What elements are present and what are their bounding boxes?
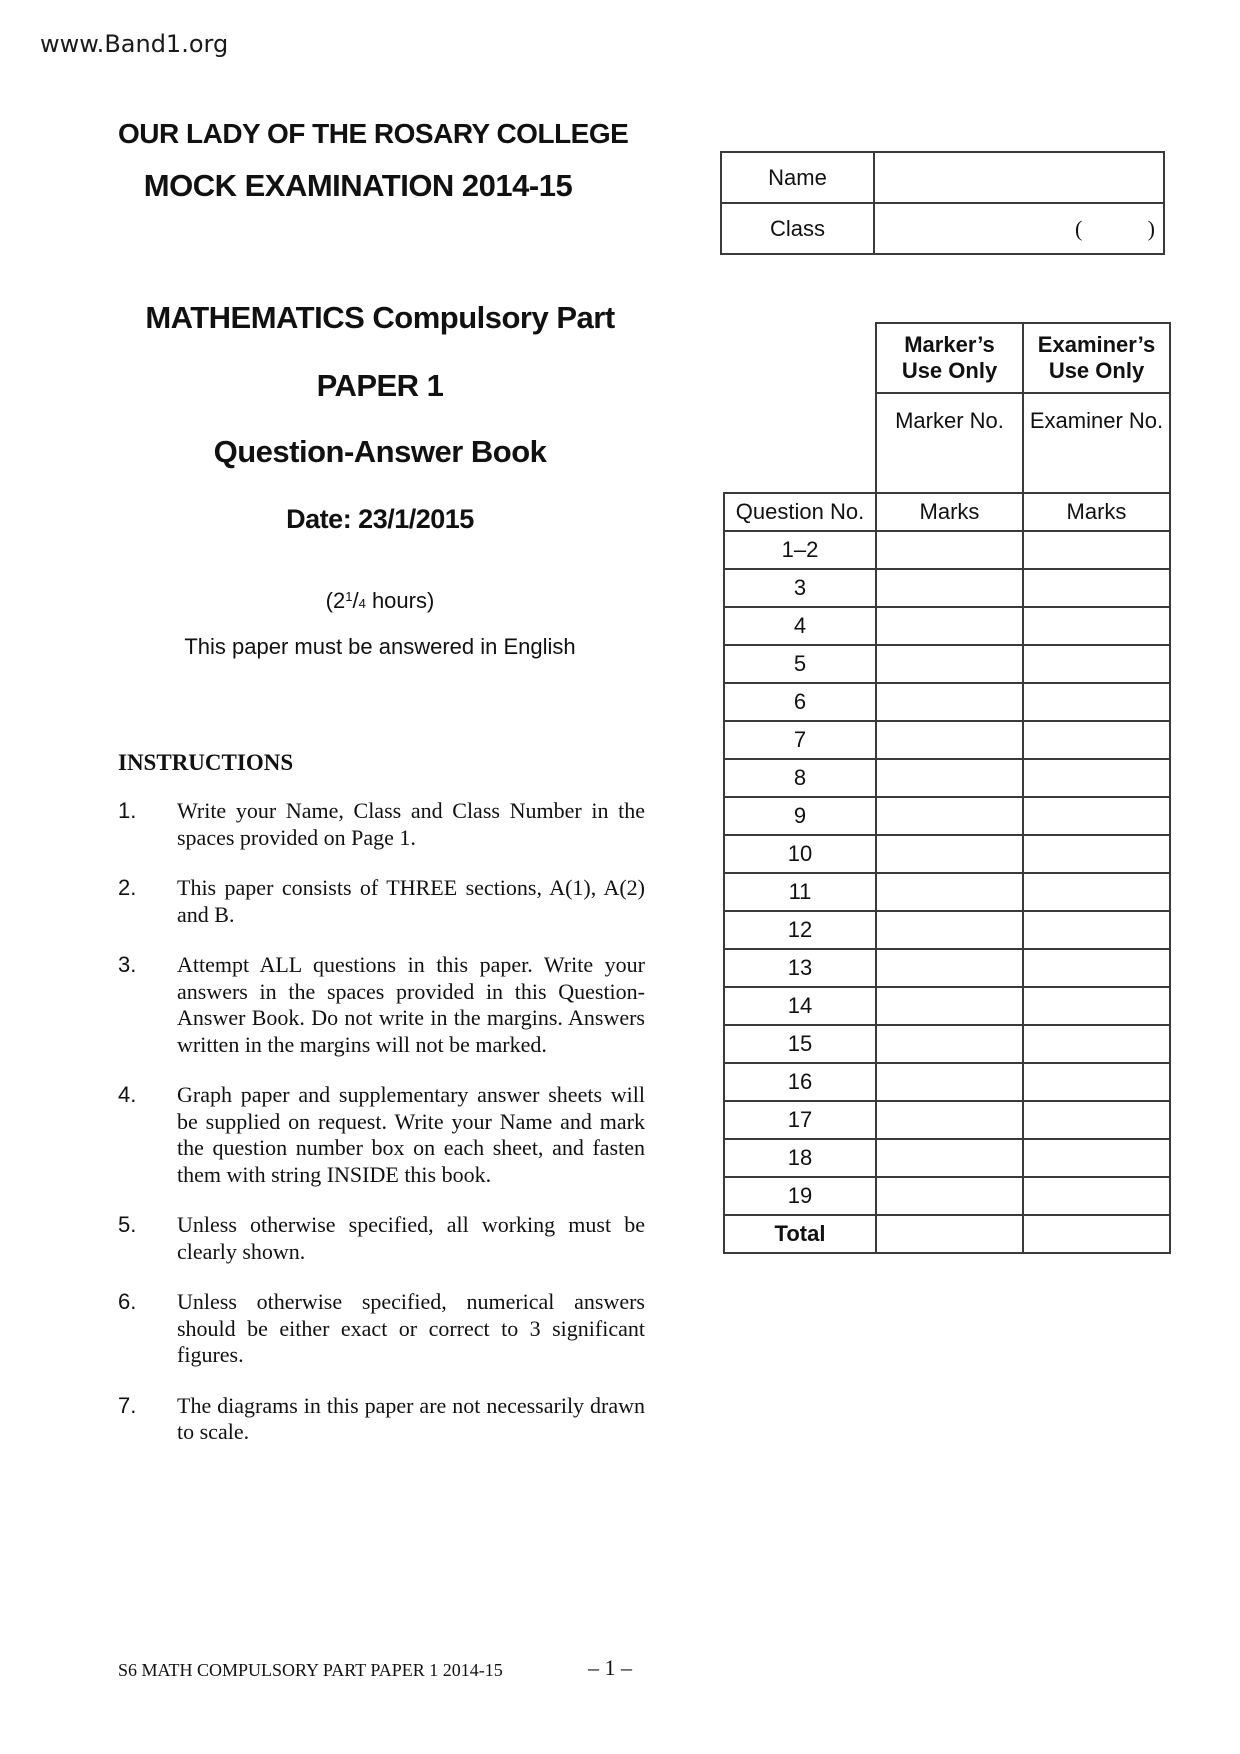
duration-fraction-denominator: 4	[358, 596, 366, 611]
examiner-marks-cell[interactable]	[1023, 569, 1170, 607]
class-row	[721, 203, 1164, 254]
examiner-marks-cell[interactable]	[1023, 607, 1170, 645]
marker-marks-cell[interactable]	[876, 987, 1023, 1025]
question-number: 15	[724, 1025, 876, 1063]
examiner-marks-cell[interactable]	[1023, 1025, 1170, 1063]
watermark: www.Band1.org	[40, 30, 229, 58]
total-label: Total	[724, 1215, 876, 1253]
duration	[100, 588, 660, 614]
marker-number-row	[724, 393, 1170, 493]
question-number: 14	[724, 987, 876, 1025]
question-number: 6	[724, 683, 876, 721]
total-examiner-marks[interactable]	[1023, 1215, 1170, 1253]
examiner-marks-cell[interactable]	[1023, 949, 1170, 987]
instruction-item	[118, 1082, 645, 1188]
question-number: 1–2	[724, 531, 876, 569]
marker-marks-cell[interactable]	[876, 1139, 1023, 1177]
instructions-heading: INSTRUCTIONS	[118, 750, 294, 775]
instruction-text: Unless otherwise specified, all working must be clearly shown.	[177, 1212, 645, 1264]
instruction-number: 2.	[118, 875, 137, 900]
instruction-text: The diagrams in this paper are not necessarily drawn to scale.	[177, 1392, 645, 1444]
table-row	[724, 1063, 1170, 1101]
marker-marks-cell[interactable]	[876, 607, 1023, 645]
question-number: 11	[724, 873, 876, 911]
examiner-marks-cell[interactable]	[1023, 911, 1170, 949]
examiner-marks-cell[interactable]	[1023, 721, 1170, 759]
exam-title: MOCK EXAMINATION 2014-15	[143, 168, 573, 203]
table-row	[724, 607, 1170, 645]
book-title: Question-Answer Book	[213, 434, 547, 469]
marker-marks-cell[interactable]	[876, 949, 1023, 987]
subject-title: MATHEMATICS Compulsory Part	[145, 300, 615, 335]
instruction-item	[118, 1289, 645, 1369]
table-row	[724, 835, 1170, 873]
table-row	[724, 797, 1170, 835]
question-number: 7	[724, 721, 876, 759]
marker-number-cell[interactable]: Marker No.	[876, 393, 1023, 493]
marker-marks-cell[interactable]	[876, 1025, 1023, 1063]
name-row	[721, 152, 1164, 203]
table-row	[724, 1025, 1170, 1063]
exam-date: Date: 23/1/2015	[286, 504, 474, 534]
examiner-number-cell[interactable]: Examiner No.	[1023, 393, 1170, 493]
examiner-marks-cell[interactable]	[1023, 987, 1170, 1025]
page-number: – 1 –	[588, 1655, 632, 1680]
marker-marks-cell[interactable]	[876, 1177, 1023, 1215]
question-number: 13	[724, 949, 876, 987]
instruction-text: Attempt ALL questions in this paper. Write your answers in the spaces provided in this Question-Answer Book. Do not write in the margins. Answers written in the margins will not be marked.	[177, 952, 645, 1057]
student-id-box	[720, 151, 1165, 255]
duration-fraction-slash: /	[352, 588, 359, 613]
examiner-marks-cell[interactable]	[1023, 1139, 1170, 1177]
question-number: 5	[724, 645, 876, 683]
examiner-marks-cell[interactable]	[1023, 1101, 1170, 1139]
marker-marks-cell[interactable]	[876, 797, 1023, 835]
examiner-marks-cell[interactable]	[1023, 1177, 1170, 1215]
examiner-marks-cell[interactable]	[1023, 873, 1170, 911]
marker-marks-cell[interactable]	[876, 873, 1023, 911]
use-only-header-row	[724, 323, 1170, 393]
instruction-item	[118, 1393, 645, 1446]
duration-open: (2	[325, 588, 346, 613]
marker-marks-cell[interactable]	[876, 645, 1023, 683]
examiners-use-only-header	[1023, 323, 1170, 393]
language-note: This paper must be answered in English	[184, 634, 576, 659]
marker-marks-header: Marks	[876, 493, 1023, 531]
question-number: 8	[724, 759, 876, 797]
marks-table	[723, 322, 1171, 1254]
examiners-header-line1: Examiner’s	[1037, 332, 1156, 357]
marker-marks-cell[interactable]	[876, 531, 1023, 569]
table-row	[724, 721, 1170, 759]
instruction-number: 1.	[118, 798, 137, 823]
class-number-parentheses	[1075, 216, 1155, 242]
question-number: 4	[724, 607, 876, 645]
instruction-number: 4.	[118, 1082, 137, 1107]
name-field[interactable]	[874, 152, 1164, 203]
name-label: Name	[721, 152, 874, 203]
instruction-number: 7.	[118, 1392, 137, 1418]
blank-corner	[724, 393, 876, 493]
table-row	[724, 683, 1170, 721]
instruction-number: 3.	[118, 952, 137, 977]
examiner-marks-cell[interactable]	[1023, 683, 1170, 721]
question-number: 16	[724, 1063, 876, 1101]
total-row	[724, 1215, 1170, 1253]
table-row	[724, 531, 1170, 569]
table-row	[724, 645, 1170, 683]
question-number: 9	[724, 797, 876, 835]
question-number: 3	[724, 569, 876, 607]
table-row	[724, 759, 1170, 797]
table-row	[724, 1139, 1170, 1177]
instruction-item	[118, 875, 645, 928]
marker-marks-cell[interactable]	[876, 1063, 1023, 1101]
instruction-text: Graph paper and supplementary answer sheets will be supplied on request. Write your Name and mark the question number box on each sheet, and fasten them with string INSIDE this book.	[177, 1082, 645, 1187]
marks-rows	[724, 531, 1170, 1215]
table-row	[724, 911, 1170, 949]
school-name: OUR LADY OF THE ROSARY COLLEGE	[118, 118, 629, 149]
marker-marks-cell[interactable]	[876, 911, 1023, 949]
total-marker-marks[interactable]	[876, 1215, 1023, 1253]
instruction-text: This paper consists of THREE sections, A(1), A(2) and B.	[177, 875, 645, 927]
class-field[interactable]	[874, 203, 1164, 254]
paren-close: )	[1147, 216, 1155, 241]
table-row	[724, 949, 1170, 987]
table-row	[724, 873, 1170, 911]
markers-header-line2: Use Only	[901, 358, 998, 383]
examiner-marks-cell[interactable]	[1023, 531, 1170, 569]
instruction-item	[118, 798, 645, 851]
marker-marks-cell[interactable]	[876, 721, 1023, 759]
examiner-marks-header: Marks	[1023, 493, 1170, 531]
column-header-row	[724, 493, 1170, 531]
question-number: 17	[724, 1101, 876, 1139]
examiner-marks-cell[interactable]	[1023, 1063, 1170, 1101]
table-row	[724, 569, 1170, 607]
duration-close: hours)	[365, 588, 435, 613]
examiner-marks-cell[interactable]	[1023, 645, 1170, 683]
examiner-marks-cell[interactable]	[1023, 759, 1170, 797]
markers-use-only-header	[876, 323, 1023, 393]
instruction-number: 6.	[118, 1289, 137, 1314]
instructions-list	[118, 798, 645, 1470]
marker-marks-cell[interactable]	[876, 1101, 1023, 1139]
instruction-item	[118, 1212, 645, 1265]
instruction-item	[118, 952, 645, 1058]
question-number: 10	[724, 835, 876, 873]
marker-marks-cell[interactable]	[876, 759, 1023, 797]
question-number: 12	[724, 911, 876, 949]
marker-marks-cell[interactable]	[876, 835, 1023, 873]
examiner-marks-cell[interactable]	[1023, 835, 1170, 873]
examiner-marks-cell[interactable]	[1023, 797, 1170, 835]
class-label: Class	[721, 203, 874, 254]
footer-paper-code: S6 MATH COMPULSORY PART PAPER 1 2014-15	[118, 1660, 503, 1680]
table-row	[724, 1101, 1170, 1139]
table-row	[724, 1177, 1170, 1215]
paper-number: PAPER 1	[316, 368, 444, 403]
markers-header-line1: Marker’s	[904, 332, 995, 357]
instruction-text: Unless otherwise specified, numerical answers should be either exact or correct to 3 significant figures.	[177, 1289, 645, 1367]
marker-marks-cell[interactable]	[876, 683, 1023, 721]
instruction-text: Write your Name, Class and Class Number in the spaces provided on Page 1.	[177, 798, 645, 850]
question-number: 18	[724, 1139, 876, 1177]
paren-open: (	[1075, 216, 1083, 241]
question-no-header: Question No.	[724, 493, 876, 531]
instruction-number: 5.	[118, 1212, 137, 1237]
question-number: 19	[724, 1177, 876, 1215]
table-row	[724, 987, 1170, 1025]
duration-fraction-numerator: 1	[345, 589, 353, 604]
examiners-header-line2: Use Only	[1048, 358, 1145, 383]
blank-corner	[724, 323, 876, 393]
marker-marks-cell[interactable]	[876, 569, 1023, 607]
